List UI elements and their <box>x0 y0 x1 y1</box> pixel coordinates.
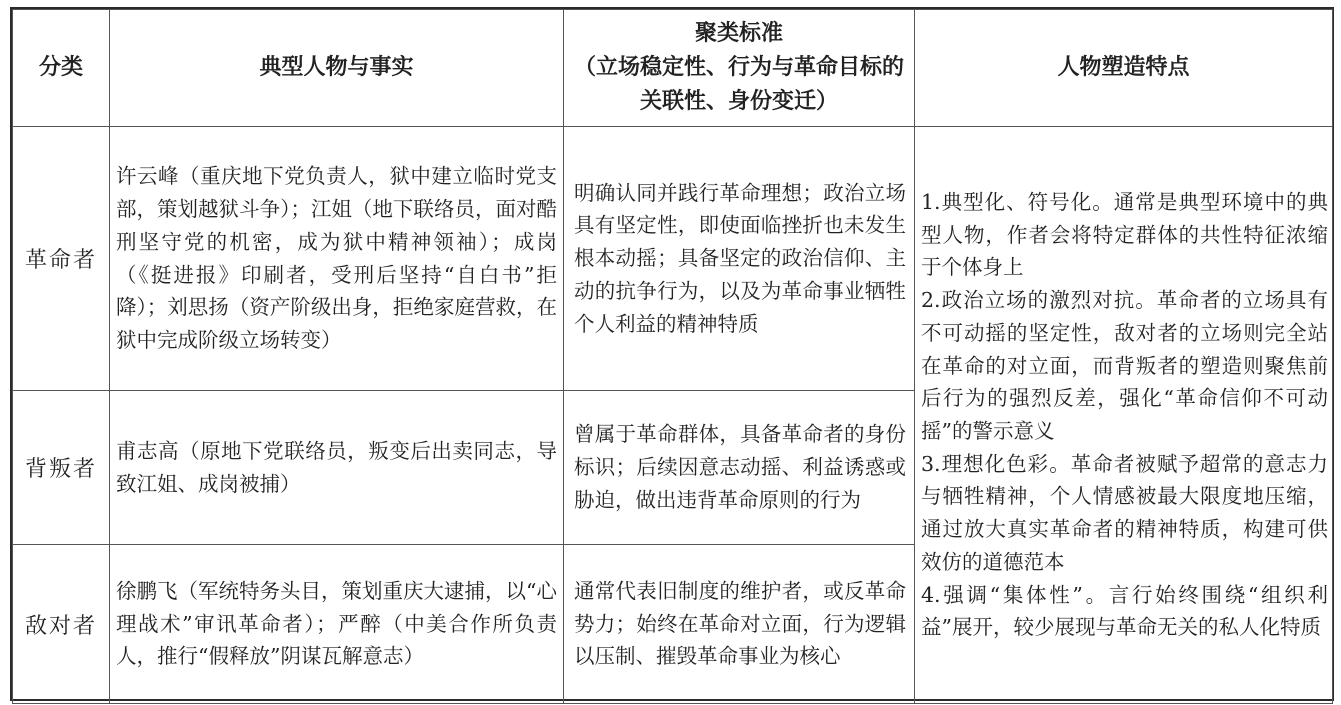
table-header-row <box>13 10 1333 127</box>
traits-cell <box>915 127 1333 704</box>
table-row <box>13 127 1333 391</box>
row-category-cell: 敌对者 <box>13 545 110 704</box>
classification-table-frame <box>10 7 1334 701</box>
character-classification-table <box>12 9 1333 704</box>
figures-cell: 徐鹏飞（军统特务头目，策划重庆大逮捕，以“心理战术”审讯革命者）；严醉（中美合作所负责人，推行“假释放”阴谋瓦解意志） <box>110 545 564 704</box>
header-criteria: 聚类标准 （立场稳定性、行为与革命目标的关联性、身份变迁） <box>564 10 915 127</box>
row-category-cell: 背叛者 <box>13 391 110 545</box>
trait-item: 1.典型化、符号化。通常是典型环境中的典型人物，作者会将特定群体的共性特征浓缩于个体身上 <box>921 190 1328 280</box>
trait-item: 4.强调“集体性”。言行始终围绕“组织利益”展开，较少展现与革命无关的私人化特质 <box>921 582 1328 640</box>
header-category: 分类 <box>13 10 110 127</box>
row-category-cell: 革命者 <box>13 127 110 391</box>
figures-cell: 许云峰（重庆地下党负责人，狱中建立临时党支部，策划越狱斗争）；江姐（地下联络员，面对酷刑坚守党的机密，成为狱中精神领袖）；成岗（《挺进报》印刷者，受刑后坚持“自白书”拒降）；刘思扬（资产阶级出身，拒绝家庭营救，在狱中完成阶级立场转变） <box>110 127 564 391</box>
trait-item: 3.理想化色彩。革命者被赋予超常的意志力与牺牲精神，个人情感被最大限度地压缩，通过放大真实革命者的精神特质，构建可供效仿的道德范本 <box>921 451 1328 574</box>
criteria-cell: 曾属于革命群体，具备革命者的身份标识；后续因意志动摇、利益诱惑或胁迫，做出违背革命原则的行为 <box>564 391 915 545</box>
trait-item: 2.政治立场的激烈对抗。革命者的立场具有不可动摇的坚定性，敌对者的立场则完全站在革命的对立面，而背叛者的塑造则聚焦前后行为的强烈反差，强化“革命信仰不可动摇”的警示意义 <box>921 288 1328 443</box>
header-figures: 典型人物与事实 <box>110 10 564 127</box>
header-traits: 人物塑造特点 <box>915 10 1333 127</box>
criteria-cell: 明确认同并践行革命理想；政治立场具有坚定性，即使面临挫折也未发生根本动摇；具备坚定的政治信仰、主动的抗争行为，以及为革命事业牺牲个人利益的精神特质 <box>564 127 915 391</box>
figures-cell: 甫志高（原地下党联络员，叛变后出卖同志，导致江姐、成岗被捕） <box>110 391 564 545</box>
criteria-cell: 通常代表旧制度的维护者，或反革命势力；始终在革命对立面，行为逻辑以压制、摧毁革命事业为核心 <box>564 545 915 704</box>
